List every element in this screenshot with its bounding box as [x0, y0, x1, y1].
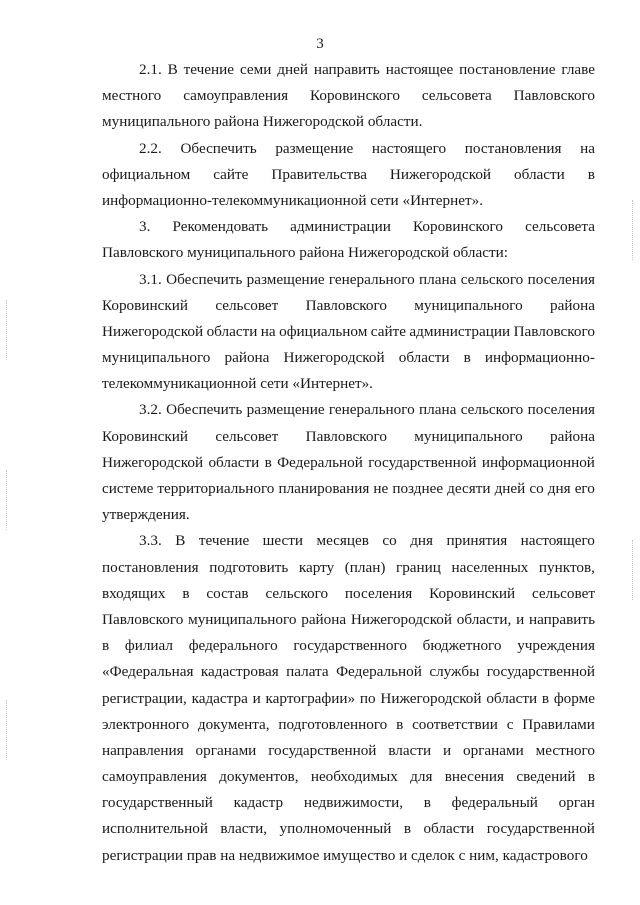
text-line: 3. Рекомендовать администрации Коровинского сельсовета	[139, 218, 595, 236]
text-line: муниципального района Нижегородской области.	[102, 113, 423, 131]
text-line: Павловского муниципального района Нижегородской области, и направить	[102, 610, 595, 628]
text-line: самоуправления документов, необходимых для внесения сведений в	[102, 768, 595, 786]
text-line: входящих в состав сельского поселения Коровинский сельсовет	[102, 584, 595, 602]
text-line: Коровинский сельсовет Павловского муниципального района	[102, 427, 595, 445]
scan-edge-mark	[6, 300, 8, 360]
text-line: Нижегородской области в Федеральной государственной информационной	[102, 453, 595, 471]
text-line: 2.1. В течение семи дней направить настоящее постановление главе	[139, 61, 595, 78]
text-line: в филиал федерального государственного бюджетного учреждения	[102, 637, 595, 655]
paragraph-p3-2	[102, 397, 595, 528]
text-line: «Федеральная кадастровая палата Федеральной службы государственной	[102, 663, 595, 681]
text-line: официальном сайте Правительства Нижегородской области в	[102, 165, 595, 183]
document-body	[102, 57, 595, 869]
paragraph-p3-3	[102, 528, 595, 868]
text-line: утверждения.	[102, 506, 190, 524]
text-line: 2.2. Обеспечить размещение настоящего постановления на	[139, 139, 595, 157]
text-line: информационно-телекоммуникационной сети «Интернет».	[102, 191, 484, 209]
paragraph-p2-1	[102, 57, 595, 136]
text-line: муниципального района Нижегородской области в информационно-	[102, 349, 595, 367]
scan-edge-mark	[6, 700, 8, 760]
text-line: 3.1. Обеспечить размещение генерального плана сельского поселения	[139, 270, 595, 288]
text-line: Коровинский сельсовет Павловского муниципального района	[102, 296, 595, 314]
paragraph-p3	[102, 214, 595, 266]
text-line: направления органами государственной власти и органами местного	[102, 741, 595, 759]
text-line: Павловского муниципального района Нижегородской области:	[102, 244, 508, 262]
text-line: системе территориального планирования не позднее десяти дней со дня его	[102, 480, 595, 497]
text-line: местного самоуправления Коровинского сельсовета Павловского	[102, 87, 595, 105]
text-line: государственный кадастр недвижимости, в федеральный орган	[102, 794, 595, 812]
scan-edge-mark	[632, 540, 634, 600]
scan-edge-mark	[6, 470, 8, 530]
text-line: регистрации, кадастра и картографии» по Нижегородской области в форме	[102, 689, 595, 707]
text-line: 3.2. Обеспечить размещение генерального плана сельского поселения	[139, 401, 595, 419]
text-line: телекоммуникационной сети «Интернет».	[102, 375, 373, 393]
text-line: 3.3. В течение шести месяцев со дня принятия настоящего	[139, 532, 595, 550]
page-number: 3	[316, 36, 324, 52]
text-line: электронного документа, подготовленного в соответствии с Правилами	[102, 715, 595, 733]
text-line: регистрации прав на недвижимое имущество и сделок с ним, кадастрового	[102, 846, 588, 864]
text-line: постановления подготовить карту (план) границ населенных пунктов,	[102, 558, 595, 576]
paragraph-p3-1	[102, 267, 595, 398]
text-line: исполнительной власти, уполномоченный в области государственной	[102, 820, 595, 838]
scan-edge-mark	[632, 200, 634, 260]
text-line: Нижегородской области на официальном сайте администрации Павловского	[102, 322, 595, 340]
paragraph-p2-2	[102, 136, 595, 215]
